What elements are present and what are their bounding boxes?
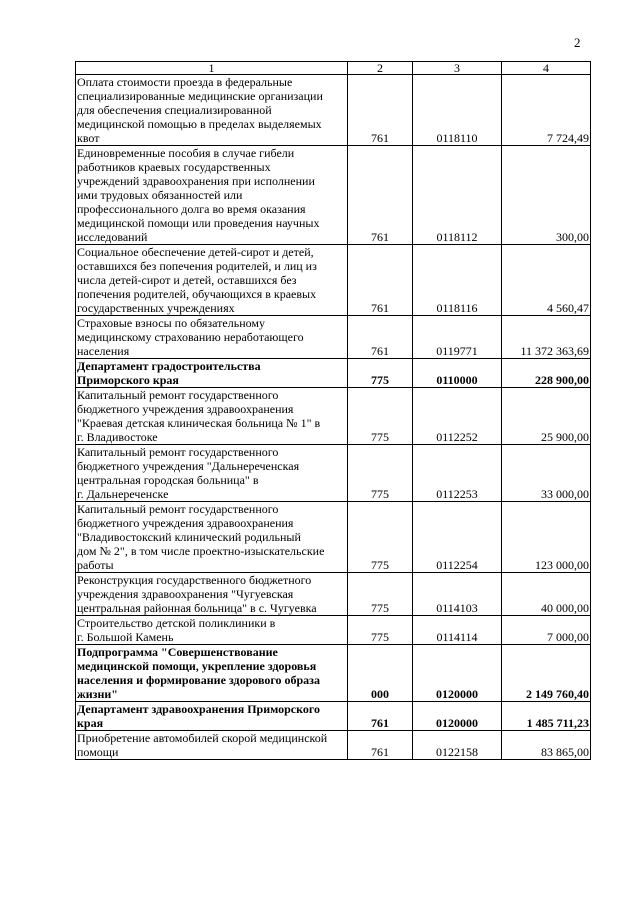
row-name-cell: Капитальный ремонт государственного бюджетного учреждения здравоохранения "Владивостокский клинический родильный дом № 2", в том числе проектно-изыскательские работы — [76, 502, 348, 573]
row-name-cell: Оплата стоимости проезда в федеральные специализированные медицинские организации для обеспечения специализированной медицинской помощью в пределах выделяемых квот — [76, 75, 348, 146]
row-name-cell: Единовременные пособия в случае гибели работников краевых государственных учреждений здравоохранения при исполнении ими трудовых обязанностей или профессионального долга во время оказания медицинской помощи или проведения научных исследований — [76, 146, 348, 245]
row-dept-cell: 775 — [348, 502, 413, 573]
table-row — [76, 75, 591, 146]
row-amount-cell: 25 900,00 — [502, 388, 591, 445]
row-amount-cell: 2 149 760,40 — [502, 645, 591, 702]
row-dept-cell: 761 — [348, 702, 413, 731]
row-amount-cell: 83 865,00 — [502, 731, 591, 760]
header-cell-name: 1 — [76, 62, 348, 75]
table-row — [76, 359, 591, 388]
row-code-cell: 0110000 — [413, 359, 502, 388]
row-dept-cell: 775 — [348, 359, 413, 388]
row-dept-cell: 761 — [348, 316, 413, 359]
row-amount-cell: 33 000,00 — [502, 445, 591, 502]
row-code-cell: 0118112 — [413, 146, 502, 245]
row-code-cell: 0118110 — [413, 75, 502, 146]
row-code-cell: 0119771 — [413, 316, 502, 359]
budget-table — [75, 61, 591, 760]
row-amount-cell: 1 485 711,23 — [502, 702, 591, 731]
row-code-cell: 0118116 — [413, 245, 502, 316]
row-dept-cell: 775 — [348, 573, 413, 616]
row-dept-cell: 761 — [348, 75, 413, 146]
row-amount-cell: 11 372 363,69 — [502, 316, 591, 359]
row-code-cell: 0120000 — [413, 702, 502, 731]
row-name-cell: Реконструкция государственного бюджетного учреждения здравоохранения "Чугуевская центральная районная больница" в с. Чугуевка — [76, 573, 348, 616]
row-code-cell: 0114103 — [413, 573, 502, 616]
row-code-cell: 0120000 — [413, 645, 502, 702]
page-number: 2 — [574, 35, 581, 50]
row-code-cell: 0112252 — [413, 388, 502, 445]
header-cell-amount: 4 — [502, 62, 591, 75]
table-header-row — [76, 62, 591, 75]
row-amount-cell: 228 900,00 — [502, 359, 591, 388]
row-dept-cell: 761 — [348, 146, 413, 245]
table-row — [76, 731, 591, 760]
row-name-cell: Строительство детской поликлиники в г. Большой Камень — [76, 616, 348, 645]
table-row — [76, 445, 591, 502]
header-cell-dept: 2 — [348, 62, 413, 75]
row-name-cell: Страховые взносы по обязательному медицинскому страхованию неработающего населения — [76, 316, 348, 359]
row-name-cell: Капитальный ремонт государственного бюджетного учреждения "Дальнереченская центральная городская больница" в г. Дальнереченске — [76, 445, 348, 502]
row-name-cell: Департамент градостроительства Приморского края — [76, 359, 348, 388]
row-code-cell: 0114114 — [413, 616, 502, 645]
row-code-cell: 0112253 — [413, 445, 502, 502]
row-code-cell: 0112254 — [413, 502, 502, 573]
row-dept-cell: 775 — [348, 616, 413, 645]
row-name-cell: Капитальный ремонт государственного бюджетного учреждения здравоохранения "Краевая детская клиническая больница № 1" в г. Владивостоке — [76, 388, 348, 445]
table-row — [76, 388, 591, 445]
row-name-cell: Подпрограмма "Совершенствование медицинской помощи, укрепление здоровья населения и формирование здорового образа жизни" — [76, 645, 348, 702]
row-dept-cell: 761 — [348, 245, 413, 316]
row-amount-cell: 300,00 — [502, 146, 591, 245]
table-row — [76, 502, 591, 573]
row-name-cell: Департамент здравоохранения Приморского края — [76, 702, 348, 731]
table-row — [76, 316, 591, 359]
row-name-cell: Приобретение автомобилей скорой медицинской помощи — [76, 731, 348, 760]
header-cell-code: 3 — [413, 62, 502, 75]
table-row — [76, 146, 591, 245]
table-row — [76, 245, 591, 316]
row-dept-cell: 761 — [348, 731, 413, 760]
row-dept-cell: 000 — [348, 645, 413, 702]
row-dept-cell: 775 — [348, 445, 413, 502]
row-amount-cell: 40 000,00 — [502, 573, 591, 616]
row-code-cell: 0122158 — [413, 731, 502, 760]
row-amount-cell: 7 000,00 — [502, 616, 591, 645]
table-row — [76, 645, 591, 702]
table-row — [76, 573, 591, 616]
row-amount-cell: 7 724,49 — [502, 75, 591, 146]
table-row — [76, 702, 591, 731]
table-row — [76, 616, 591, 645]
row-amount-cell: 4 560,47 — [502, 245, 591, 316]
row-dept-cell: 775 — [348, 388, 413, 445]
row-amount-cell: 123 000,00 — [502, 502, 591, 573]
row-name-cell: Социальное обеспечение детей-сирот и детей, оставшихся без попечения родителей, и лиц из числа детей-сирот и детей, оставшихся без попечения родителей, обучающихся в краевых государственных учреждениях — [76, 245, 348, 316]
